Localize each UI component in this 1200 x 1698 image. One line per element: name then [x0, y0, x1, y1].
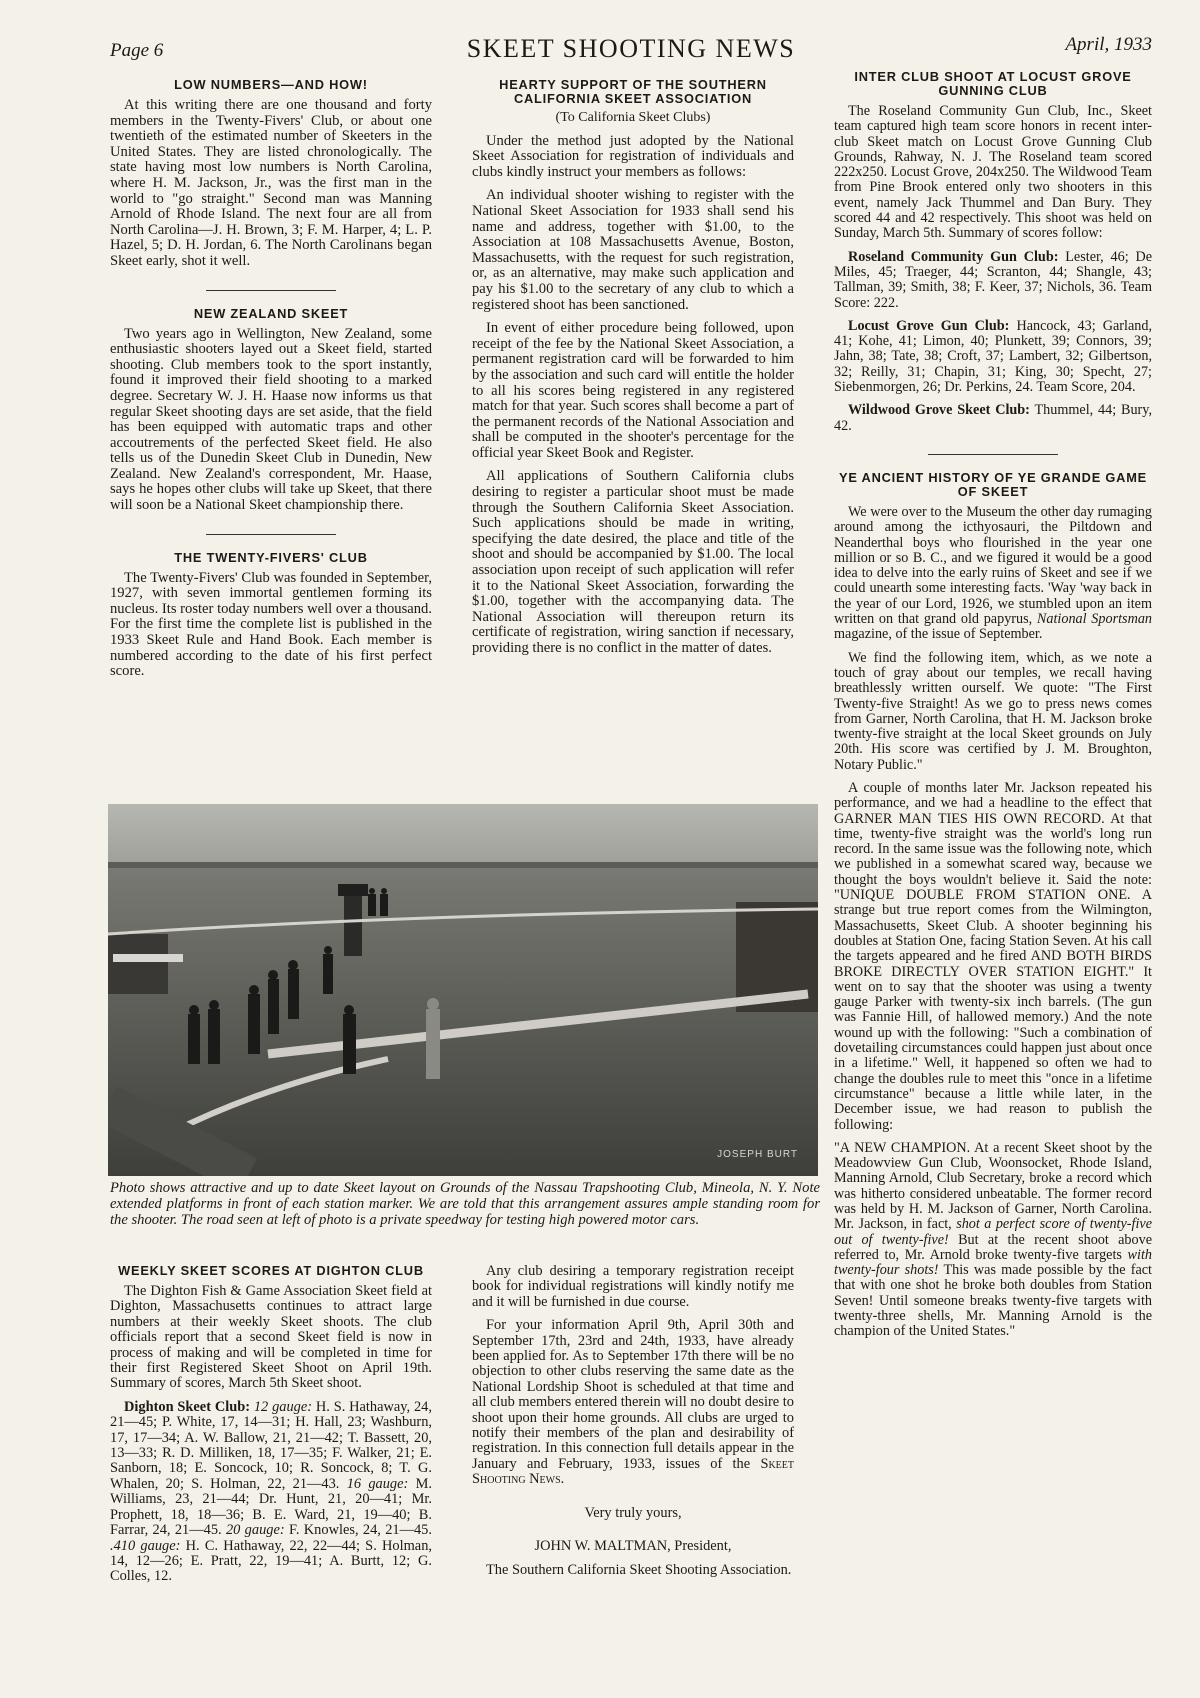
signer: JOHN W. MALTMAN, President,	[534, 1538, 732, 1555]
issue-date: April, 1933	[1065, 34, 1152, 55]
gauge-label: 16 gauge:	[346, 1475, 409, 1492]
text-run: We were over to the Museum the other day rumaging around among the icthyosauri, the Piltdown and Neanderthal boys who flourished in the year one million or so B. C., and we figured it would be a good idea to delve into the early ruins of Skeet and see if we could unearth some interesting facts. 'Way 'way back in the year of our Lord, 1926, we stumbled upon an item written on that grand old papyrus,	[834, 503, 1152, 628]
score-list: F. Knowles, 24, 21—45.	[289, 1522, 432, 1539]
text-run: "A NEW CHAMPION. At a recent Skeet shoot by the Meadowview Gun Club, Woonsocket, Rhode Island, Manning Arnold, Club Secretary, broke a record which was hitherto considered unbeatable. The former record was held by H. M. Jackson of Garner, North Carolina. Mr. Jackson, in fact,	[834, 1139, 1152, 1233]
heading-southern-california: HEARTY SUPPORT OF THE SOUTHERN CALIFORNIA SKEET ASSOCIATION	[499, 77, 767, 106]
score-list: Lester, 46; De Miles, 45; Traeger, 44; Scranton, 44; Shangle, 43; Tallman, 39; Smith, 38; F. Keer, 37; Nichols, 36. Team Score: 222.	[834, 248, 1152, 311]
heading-new-zealand: NEW ZEALAND SKEET	[193, 305, 349, 321]
article-low-numbers: At this writing there are one thousand and forty members in the Twenty-Fivers' Club, or about one twentieth of the estimated number of Skeeters in the United States. They are listed chronologically. The state having most low numbers is North Carolina, where H. M. Jackson, Jr., was the first man in the world to "go straight." Second man was Manning Arnold of Rhode Island. The next four are all from North Carolina—J. H. Brown, 3; F. M. Harper, 4; L. P. Hazel, 5; D. H. Jordan, 6. The North Carolinans began Skeet early, shot it well.	[110, 97, 432, 269]
skeet-field-photo	[108, 804, 818, 1176]
section-divider	[928, 454, 1058, 455]
score-list: H. C. Hathaway, 22, 22—44; S. Holman, 14, 12—26; E. Pratt, 22, 19—41; A. Burtt, 12; G. Colles, 12.	[110, 1537, 432, 1585]
organization: The Southern California Skeet Shooting Association.	[486, 1561, 792, 1578]
score-list: M. Williams, 23, 21—44; Dr. Hunt, 21, 20—41; Mr. Prophett, 18, 18—36; B. E. Ward, 21, 19—40; B. Farrar, 24, 21—45.	[110, 1475, 432, 1539]
heading-twenty-fivers: THE TWENTY-FIVERS' CLUB	[174, 549, 368, 565]
subheading-california-clubs: (To California Skeet Clubs)	[555, 110, 711, 125]
text-run: For your information April 9th, April 30th and September 17th, 23rd and 24th, 1933, have already been applied for. As to September 17th there will be no objection to other clubs reserving the same date as the National Lordship Shoot is scheduled at that time and all club members entered therein will no doubt desire to shoot upon their home grounds. All clubs are urged to notify their members of the plan and desirability of registration. In this connection full details appear in the January and February, 1933, issues of the	[472, 1317, 794, 1472]
registration-article	[472, 1264, 794, 1586]
text-run: But at the recent shoot above referred to, Mr. Arnold broke twenty-five targets	[834, 1231, 1153, 1263]
paragraph: We find the following item, which, as we note a touch of gray about our temples, we recall having breathlessly written ourself. We quote: "The First Twenty-five Straight! As we go to press news comes from Garner, North Carolina, that H. M. Jackson broke twenty-five straight at the local Skeet grounds on July 20th. His score was certified by J. M. Broughton, Notary Public."	[834, 649, 1152, 773]
text-run: This was made possible by the fact that with one shot he broke both doubles from Station Seven! Until someone breaks twenty-five targets with twenty-three shells, Mr. Manning Arnold is the champion of the United States."	[834, 1262, 1152, 1340]
gauge-label: .410 gauge:	[110, 1537, 181, 1554]
article-twenty-fivers: The Twenty-Fivers' Club was founded in September, 1927, with seven immortal gentlemen forming its nucleus. Its roster today numbers well over a thousand. For the first time the complete list is published in the 1933 Skeet Rule and Hand Book. Each member is numbered according to the date of his first perfect score.	[110, 569, 432, 680]
score-list: Thummel, 44; Bury, 42.	[834, 402, 1152, 434]
scores-locust-grove	[834, 319, 1152, 395]
paragraph: The Dighton Fish & Game Association Skeet field at Dighton, Massachusetts continues to attract large numbers at their weekly Skeet shoots. The club officials report that a second Skeet field is now in process of making and will be completed in time for their first Registered Skeet Shoot on April 19th. Summary of scores, March 5th Skeet shoot.	[110, 1283, 432, 1392]
paragraph	[472, 1318, 794, 1487]
column-right	[834, 70, 1152, 1348]
photo-caption: Photo shows attractive and up to date Skeet layout on Grounds of the Nassau Trapshooting Club, Mineola, N. Y. Note extended platforms in front of each station marker. We are told that this arrangement assures ample standing room for the shooter. The road seen at left of photo is a private speedway for testing high powered motor cars.	[110, 1180, 820, 1228]
article-new-zealand: Two years ago in Wellington, New Zealand, some enthusiastic shooters layed out a Skeet field, started shooting. Club members took to the sport instantly, found it improved their field shooting to a marked degree. Secretary W. J. H. Haase now informs us that regular Skeet shooting days are set aside, that the field has been equipped with automatic traps and other accoutrements of the perfected Skeet field. He also tells us of the Dunedin Skeet Club in Dunedin, New Zealand. New Zealand's correspondent, Mr. Haase, says he hopes other clubs will take up Skeet, that there will soon be a National Skeet championship there.	[110, 325, 432, 514]
dighton-article	[110, 1264, 432, 1593]
photo-credit: JOSEPH BURT	[717, 1149, 798, 1160]
paragraph	[834, 1141, 1152, 1340]
column-middle	[472, 78, 794, 665]
publication-name: Skeet Shooting News.	[472, 1455, 794, 1488]
article-inter-club: The Roseland Community Gun Club, Inc., Skeet team captured high team score honors in recent inter-club Skeet match on Locust Grove Gunning Club Grounds, Rahway, N. J. The Roseland team scored 222x250. Locust Grove, 204x250. The Wildwood Team from Pine Brook entered only two shooters in this event, namely Jack Thummel and Dan Bury. They scored 44 and 42 respectively. This shoot was held on Sunday, March 5th. Summary of scores follow:	[834, 103, 1152, 242]
page-number: Page 6	[110, 40, 164, 61]
heading-ancient-history: YE ANCIENT HISTORY OF YE GRANDE GAME OF SKEET	[839, 469, 1147, 499]
section-divider	[206, 534, 336, 535]
paragraph: A couple of months later Mr. Jackson repeated his performance, and we had a headline to the effect that GARNER MAN TIES HIS OWN RECORD. At that time, twenty-five straight was the world's long run record. In the same issue was the following note, which we published in a somewhat scared way, because we thought the boys wouldn't believe it. Said the note: "UNIQUE DOUBLE FROM STATION ONE. A strange but true report comes from the Wilmington, Massachusetts, Skeet Club. A shooter beginning his doubles at Station One, facing Station Seven. At his call the targets appeared and he fired AND BOTH BIRDS BROKE DIRECTLY OVER STATION EIGHT." It went on to say that the shooter was using a twenty gauge Parker with twenty-six inch barrels. (The gun was Fannie Hill, of hallowed memory.) And the note wound up with the following: "Such a combination of dovetailing circumstances could happen just about once in a lifetime." Well, it happened so often we had to change the doubles rule to meet this "once in a lifetime circumstance" because a little while later, in the December issue, we had reason to publish the following:	[834, 779, 1152, 1133]
emphasis: shot a perfect score of twenty-five out of twenty-five!	[834, 1216, 1153, 1248]
heading-dighton: WEEKLY SKEET SCORES AT DIGHTON CLUB	[118, 1263, 424, 1278]
paragraph: In event of either procedure being followed, upon receipt of the fee by the National Skeet Association, a permanent registration card will be forwarded to him by the association and such card will entitle the holder to all his scores being registered in any registered match for that year. Such scores shall become a part of the permanent records of the National Association and shall be computed in the shooter's percentage for the official year Skeet Book and Register.	[472, 320, 794, 461]
gauge-label: 12 gauge:	[253, 1398, 313, 1415]
score-list: H. S. Hathaway, 24, 21—45; P. White, 17, 14—31; H. Hall, 23; Washburn, 17, 17—34; A. W. Ballow, 21, 21—42; T. Bassett, 20, 13—33; R. D. Milliken, 18, 17—35; F. Walker, 21; E. Sanborn, 18; E. Soncock, 10; R. Soncock, 8; T. G. Whalen, 20; S. Holman, 22, 21—43.	[110, 1398, 432, 1492]
heading-low-numbers: LOW NUMBERS—AND HOW!	[174, 77, 368, 92]
heading-inter-club-shoot: INTER CLUB SHOOT AT LOCUST GROVE GUNNING CLUB	[854, 69, 1132, 98]
paragraph: Under the method just adopted by the National Skeet Association for registration of individuals and clubs kindly instruct your members as follows:	[472, 132, 794, 180]
paragraph: All applications of Southern California clubs desiring to register a particular shoot must be made through the Southern California Skeet Association. Such applications should be made in writing, specifying the date desired, the place and title of the shoot and should be accompanied by $1.00. The local association upon receipt of such application will refer it to the National Skeet Association, forwarding the $1.00, together with the accompanying data. The National Association will thereupon return its certificate of registration, wiring sanction if necessary, providing there is no conflict in the matter of dates.	[472, 468, 794, 656]
scores-wildwood	[834, 403, 1152, 434]
club-name: Wildwood Grove Skeet Club:	[848, 402, 1030, 419]
club-name: Locust Grove Gun Club:	[848, 317, 1010, 334]
publication-title: SKEET SHOOTING NEWS	[466, 34, 796, 63]
text-run: magazine, of the issue of September.	[834, 626, 1043, 643]
scores-roseland	[834, 250, 1152, 311]
emphasis: with twenty-four shots!	[834, 1246, 1152, 1279]
magazine-title: National Sportsman	[1036, 611, 1153, 628]
section-divider	[206, 290, 336, 291]
photo-illustration	[108, 804, 818, 1176]
score-list: Hancock, 43; Garland, 41; Kohe, 41; Limon, 40; Plunkett, 39; Connors, 39; Jahn, 38; Tate, 38; Croft, 37; Lambert, 32; Gilbertson, 32; Reilly, 31; Chapin, 31; King, 30; Specht, 27; Siebenmorgen, 26; Dr. Perkins, 24. Team Score, 204.	[834, 317, 1153, 396]
gauge-label: 20 gauge:	[225, 1522, 285, 1539]
page-header	[110, 28, 1152, 68]
scores-dighton	[110, 1400, 432, 1585]
club-name: Roseland Community Gun Club:	[848, 248, 1059, 265]
closing: Very truly yours,	[584, 1504, 682, 1521]
paragraph	[834, 505, 1152, 643]
column-left	[110, 78, 432, 688]
club-name: Dighton Skeet Club:	[124, 1398, 251, 1415]
paragraph: An individual shooter wishing to register with the National Skeet Association for 1933 shall send his name and address, together with $1.00, to the Association at 108 Massachusetts Avenue, Boston, Massachusetts, with the request for such registration, or, as an alternative, may make such application and pay his $1.00 to the secretary of any club to which a registered shoot has been sanctioned.	[472, 187, 794, 313]
paragraph: Any club desiring a temporary registration receipt book for individual registrations will kindly notify me and it will be furnished in due course.	[472, 1263, 794, 1310]
